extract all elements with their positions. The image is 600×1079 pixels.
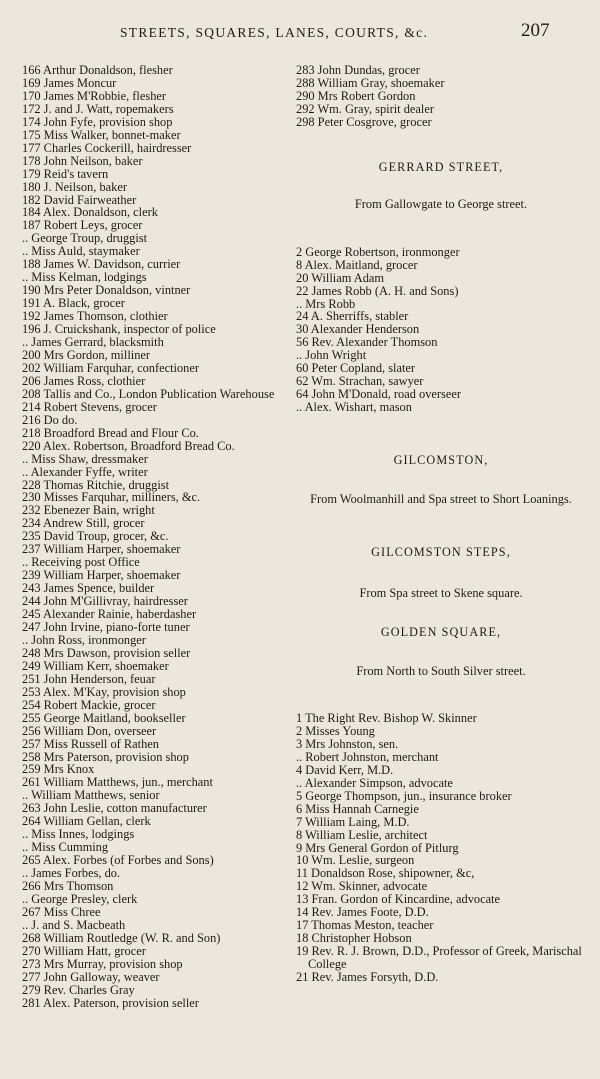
directory-entry: 200 Mrs Gordon, milliner (22, 347, 151, 362)
directory-entry: 253 Alex. M'Kay, provision shop (22, 684, 186, 699)
directory-entry: 4 David Kerr, M.D. (296, 762, 394, 777)
directory-entry: 190 Mrs Peter Donaldson, vintner (22, 283, 191, 298)
directory-entry: .. William Matthews, senior (22, 788, 160, 803)
directory-entry: 21 Rev. James Forsyth, D.D. (296, 970, 439, 985)
directory-entry: 263 John Leslie, cotton manufacturer (22, 801, 207, 816)
directory-entry: 261 William Matthews, jun., merchant (22, 775, 213, 790)
page-header (0, 20, 600, 44)
directory-entry: .. Alexander Fyffe, writer (22, 464, 148, 479)
directory-entry: 3 Mrs Johnston, sen. (296, 736, 399, 751)
street-desc-gerrard: From Gallowgate to George street. (354, 196, 528, 211)
directory-entry: 172 J. and J. Watt, ropemakers (22, 101, 174, 116)
directory-entry: 174 John Fyfe, provision shop (22, 114, 173, 129)
directory-entry: 248 Mrs Dawson, provision seller (22, 645, 191, 660)
directory-entry: 265 Alex. Forbes (of Forbes and Sons) (22, 853, 214, 868)
directory-entry: 24 A. Sherriffs, stabler (296, 309, 409, 324)
directory-entry: .. Receiving post Office (22, 555, 140, 570)
directory-entry: 283 John Dundas, grocer (296, 63, 420, 77)
directory-entry: 288 William Gray, shoemaker (296, 75, 445, 90)
directory-entry: 230 Misses Farquhar, milliners, &c. (22, 490, 201, 505)
directory-entry: 277 John Galloway, weaver (22, 969, 160, 984)
page-number: 207 (521, 20, 550, 41)
directory-entry: 8 William Leslie, architect (296, 827, 428, 842)
street-desc-gilcomston-steps: From Spa street to Skene square. (359, 586, 523, 601)
directory-entry: 170 James M'Robbie, flesher (22, 88, 167, 103)
directory-entry: 239 William Harper, shoemaker (22, 568, 181, 583)
directory-entry: 254 Robert Mackie, grocer (22, 697, 156, 712)
directory-entry: 177 Charles Cockerill, hairdresser (22, 140, 192, 155)
directory-entry: 206 James Ross, clothier (22, 373, 146, 388)
directory-entry: 14 Rev. James Foote, D.D. (296, 905, 429, 920)
directory-entry: 270 William Hatt, grocer (22, 943, 146, 958)
directory-entry: 258 Mrs Paterson, provision shop (22, 749, 189, 764)
directory-entry: 182 David Fairweather (22, 192, 137, 207)
directory-entry: 298 Peter Cosgrove, grocer (296, 114, 432, 129)
directory-entry: 191 A. Black, grocer (22, 296, 125, 311)
right-column (296, 64, 586, 984)
directory-entry: 2 Misses Young (296, 723, 375, 738)
directory-entry: 10 Wm. Leslie, surgeon (296, 853, 415, 868)
directory-entry: 281 Alex. Paterson, provision seller (22, 995, 199, 1010)
directory-entry: 237 William Harper, shoemaker (22, 542, 181, 557)
directory-entry: 247 John Irvine, piano-forte tuner (22, 619, 190, 634)
directory-entry: 9 Mrs General Gordon of Pitlurg (296, 840, 459, 855)
directory-entry: 235 David Troup, grocer, &c. (22, 529, 169, 544)
directory-entry: 8 Alex. Maitland, grocer (296, 257, 418, 272)
directory-entry: 175 Miss Walker, bonnet-maker (22, 127, 181, 142)
directory-entry: 214 Robert Stevens, grocer (22, 399, 157, 414)
directory-entry: 30 Alexander Henderson (296, 322, 420, 337)
directory-entry: .. J. and S. Macbeath (22, 917, 126, 932)
directory-entry: 2 George Robertson, ironmonger (296, 244, 460, 259)
directory-entry: 56 Rev. Alexander Thomson (296, 335, 438, 350)
directory-entry: 62 Wm. Strachan, sawyer (296, 374, 424, 389)
directory-entry: 259 Mrs Knox (22, 762, 95, 777)
directory-entry: .. George Presley, clerk (22, 892, 138, 906)
directory-entry: 17 Thomas Meston, teacher (296, 918, 434, 933)
directory-entry: .. John Ross, ironmonger (22, 632, 146, 647)
directory-entry: 192 James Thomson, clothier (22, 309, 168, 324)
directory-entry: 234 Andrew Still, grocer (22, 516, 145, 531)
directory-entry: 64 John M'Donald, road overseer (296, 387, 461, 402)
directory-entry: 216 Do do. (22, 412, 78, 427)
directory-entry: .. Alex. Wishart, mason (296, 400, 412, 415)
directory-entry: 184 Alex. Donaldson, clerk (22, 205, 158, 220)
directory-entry: 244 John M'Gillivray, hairdresser (22, 594, 188, 609)
directory-entry: 245 Alexander Rainie, haberdasher (22, 607, 197, 622)
directory-entry: 266 Mrs Thomson (22, 879, 114, 894)
directory-entry: 220 Alex. Robertson, Broadford Bread Co. (22, 438, 235, 453)
directory-entry: 279 Rev. Charles Gray (22, 982, 135, 997)
directory-entry: .. Miss Shaw, dressmaker (22, 451, 148, 466)
directory-entry: .. Alexander Simpson, advocate (296, 775, 453, 790)
directory-entry: 255 George Maitland, bookseller (22, 710, 186, 725)
directory-entry: 218 Broadford Bread and Flour Co. (22, 425, 199, 440)
directory-entry: 268 William Routledge (W. R. and Son) (22, 930, 221, 945)
directory-entry: 60 Peter Copland, slater (296, 361, 416, 376)
street-title-gerrard: GERRARD STREET, (378, 159, 504, 174)
directory-entry: 257 Miss Russell of Rathen (22, 736, 159, 751)
directory-entry: 202 William Farquhar, confectioner (22, 360, 200, 375)
street-desc-gilcomston: From Woolmanhill and Spa street to Short Loanings. (310, 492, 572, 507)
directory-entry: 264 William Gellan, clerk (22, 814, 151, 829)
directory-entry: 249 William Kerr, shoemaker (22, 658, 169, 673)
street-desc-golden-square: From North to South Silver street. (356, 663, 526, 678)
directory-entry: 188 James W. Davidson, currier (22, 257, 181, 272)
directory-entry: .. Mrs Robb (296, 296, 356, 311)
directory-entry: 20 William Adam (296, 270, 385, 285)
directory-entry: 208 Tallis and Co., London Publication Warehouse (22, 386, 275, 401)
directory-entry: 12 Wm. Skinner, advocate (296, 879, 428, 894)
directory-entry: 166 Arthur Donaldson, flesher (22, 63, 173, 77)
directory-entry: 228 Thomas Ritchie, druggist (22, 477, 170, 492)
street-title-golden-square: GOLDEN SQUARE, (380, 625, 502, 640)
directory-entry: 290 Mrs Robert Gordon (296, 88, 416, 103)
directory-entry: .. John Wright (296, 348, 367, 363)
directory-entry: .. Robert Johnston, merchant (296, 749, 439, 764)
directory-entry: 178 John Neilson, baker (22, 153, 143, 168)
right-top-entries (296, 64, 586, 129)
gerrard-entries (296, 246, 586, 414)
directory-entry: .. George Troup, druggist (22, 231, 148, 246)
directory-entry: 1 The Right Rev. Bishop W. Skinner (296, 710, 477, 725)
directory-entry: 267 Miss Chree (22, 904, 101, 919)
directory-entry: 169 James Moncur (22, 75, 117, 90)
directory-entry: 13 Fran. Gordon of Kincardine, advocate (296, 892, 501, 907)
directory-entry: .. James Gerrard, blacksmith (22, 335, 164, 350)
directory-entry: .. James Forbes, do. (22, 866, 121, 881)
directory-entry: 187 Robert Leys, grocer (22, 218, 143, 233)
directory-entry: 22 James Robb (A. H. and Sons) (296, 283, 459, 298)
directory-entry: .. Miss Kelman, lodgings (22, 270, 147, 285)
directory-entry: 179 Reid's tavern (22, 166, 109, 181)
directory-entry: 196 J. Cruickshank, inspector of police (22, 322, 216, 337)
directory-entry: 251 John Henderson, feuar (22, 671, 156, 686)
directory-entry: 6 Miss Hannah Carnegie (296, 801, 419, 816)
directory-entry: 11 Donaldson Rose, shipowner, &c, (296, 866, 475, 881)
directory-entry: 243 James Spence, builder (22, 581, 155, 596)
golden-square-entries (296, 712, 586, 984)
directory-entry: .. Miss Cumming (22, 840, 109, 855)
directory-entry: 292 Wm. Gray, spirit dealer (296, 101, 434, 116)
directory-entry: 232 Ebenezer Bain, wright (22, 503, 155, 518)
running-head: STREETS, SQUARES, LANES, COURTS, &c. (120, 25, 429, 40)
directory-entry: .. Miss Innes, lodgings (22, 827, 135, 842)
directory-entry: .. Miss Auld, staymaker (22, 244, 140, 259)
directory-entry: 7 William Laing, M.D. (296, 814, 410, 829)
directory-entry: 18 Christopher Hobson (296, 931, 412, 946)
directory-entry: 256 William Don, overseer (22, 723, 157, 738)
directory-entry: 180 J. Neilson, baker (22, 179, 127, 194)
left-column (22, 64, 290, 1010)
street-title-gilcomston-steps: GILCOMSTON STEPS, (371, 545, 511, 560)
directory-entry: 5 George Thompson, jun., insurance broker (296, 788, 512, 803)
street-title-gilcomston: GILCOMSTON, (393, 453, 489, 468)
directory-entry: 273 Mrs Murray, provision shop (22, 956, 183, 971)
directory-entry: 19 Rev. R. J. Brown, D.D., Professor of Greek, Marischal College (296, 944, 582, 972)
